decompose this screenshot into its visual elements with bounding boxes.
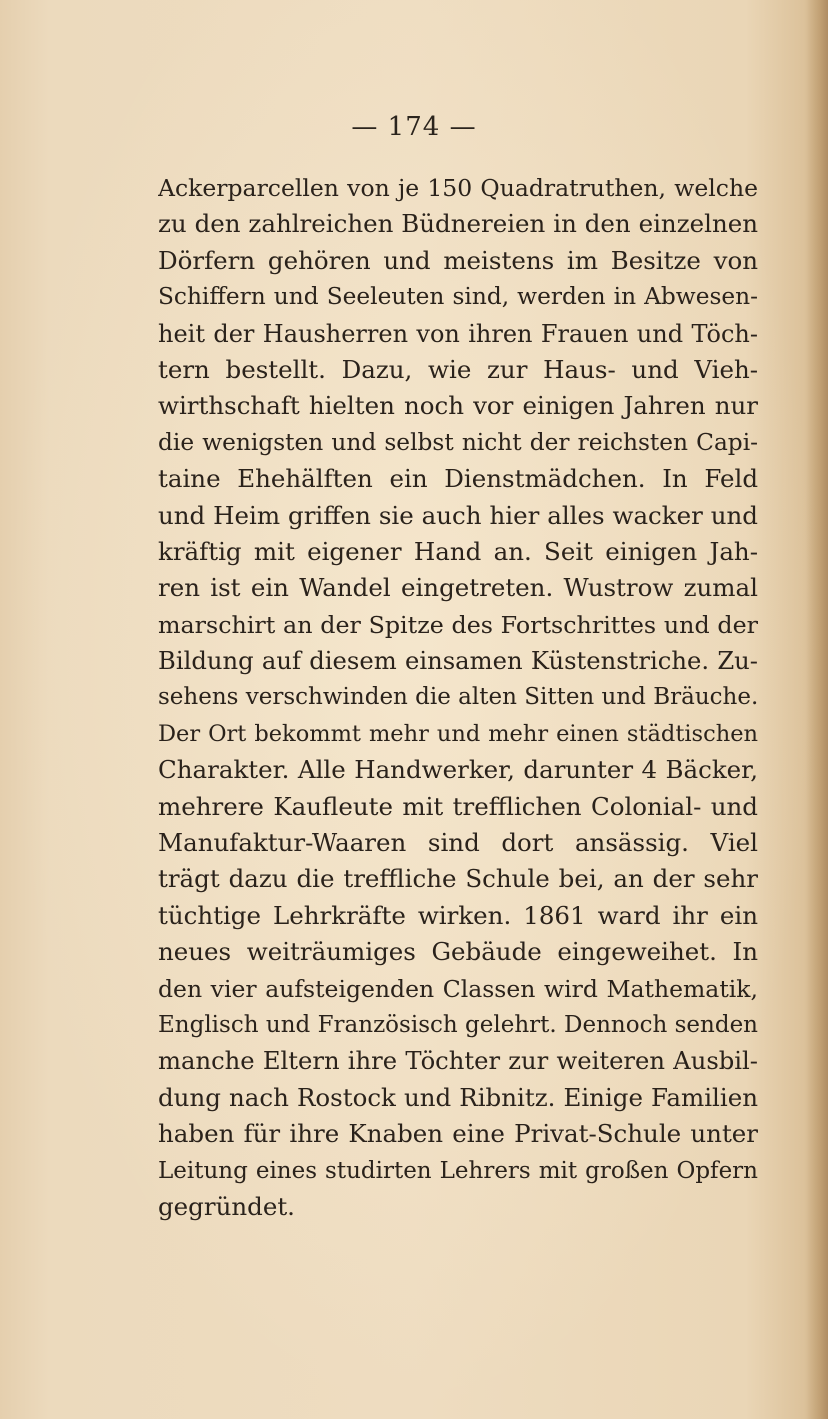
text-line: mehrere Kaufleute mit trefflichen Colonial- und <box>158 791 758 821</box>
text-line: Der Ort bekommt mehr und mehr einen städtischen <box>158 720 758 747</box>
text-line: Ackerparcellen von je 150 Quadratruthen, welche <box>158 174 758 202</box>
text-line: Englisch und Französisch gelehrt. Dennoch senden <box>158 1011 758 1038</box>
text-line: zu den zahlreichen Büdnereien in den einzelnen <box>158 209 758 239</box>
text-line: neues weiträumiges Gebäude eingeweihet. In <box>158 937 758 967</box>
text-line: ren ist ein Wandel eingetreten. Wustrow zumal <box>158 573 758 603</box>
text-line: und Heim griffen sie auch hier alles wacker und <box>158 500 758 530</box>
text-line: dung nach Rostock und Ribnitz. Einige Familien <box>158 1082 758 1112</box>
text-line: Bildung auf diesem einsamen Küstenstriche. Zu- <box>158 646 758 676</box>
text-line: Manufaktur-Waaren sind dort ansässig. Viel <box>158 828 758 858</box>
text-line: manche Eltern ihre Töchter zur weiteren Ausbil- <box>158 1046 758 1076</box>
text-line: trägt dazu die treffliche Schule bei, an der sehr <box>158 864 758 894</box>
text-line: heit der Hausherren von ihren Frauen und Töch- <box>158 319 758 348</box>
text-line: Charakter. Alle Handwerker, darunter 4 Bäcker, <box>158 755 758 785</box>
text-line: sehens verschwinden die alten Sitten und Bräuche. <box>158 684 758 711</box>
text-line: taine Ehehälften ein Dienstmädchen. In Feld <box>158 464 758 494</box>
text-line-last: gegründet. <box>158 1191 295 1221</box>
text-line: Leitung eines studirten Lehrers mit großen Opfern <box>158 1157 758 1184</box>
text-line: marschirt an der Spitze des Fortschrittes und der <box>158 610 758 639</box>
text-line: die wenigsten und selbst nicht der reichsten Capi- <box>158 428 758 456</box>
body-text <box>158 170 758 1225</box>
page-number: — 174 — <box>351 112 477 142</box>
text-line: tern bestellt. Dazu, wie zur Haus- und Vieh- <box>158 354 758 384</box>
text-line: kräftig mit eigener Hand an. Seit einigen Jah- <box>158 536 758 566</box>
text-line: Schiffern und Seeleuten sind, werden in Abwesen- <box>158 283 758 311</box>
text-line: haben für ihre Knaben eine Privat-Schule unter <box>158 1119 758 1149</box>
text-line: den vier aufsteigenden Classen wird Mathematik, <box>158 974 758 1003</box>
text-line: tüchtige Lehrkräfte wirken. 1861 ward ihr ein <box>158 900 758 930</box>
text-line: Dörfern gehören und meistens im Besitze von <box>158 245 758 275</box>
text-line: wirthschaft hielten noch vor einigen Jahren nur <box>158 391 758 421</box>
